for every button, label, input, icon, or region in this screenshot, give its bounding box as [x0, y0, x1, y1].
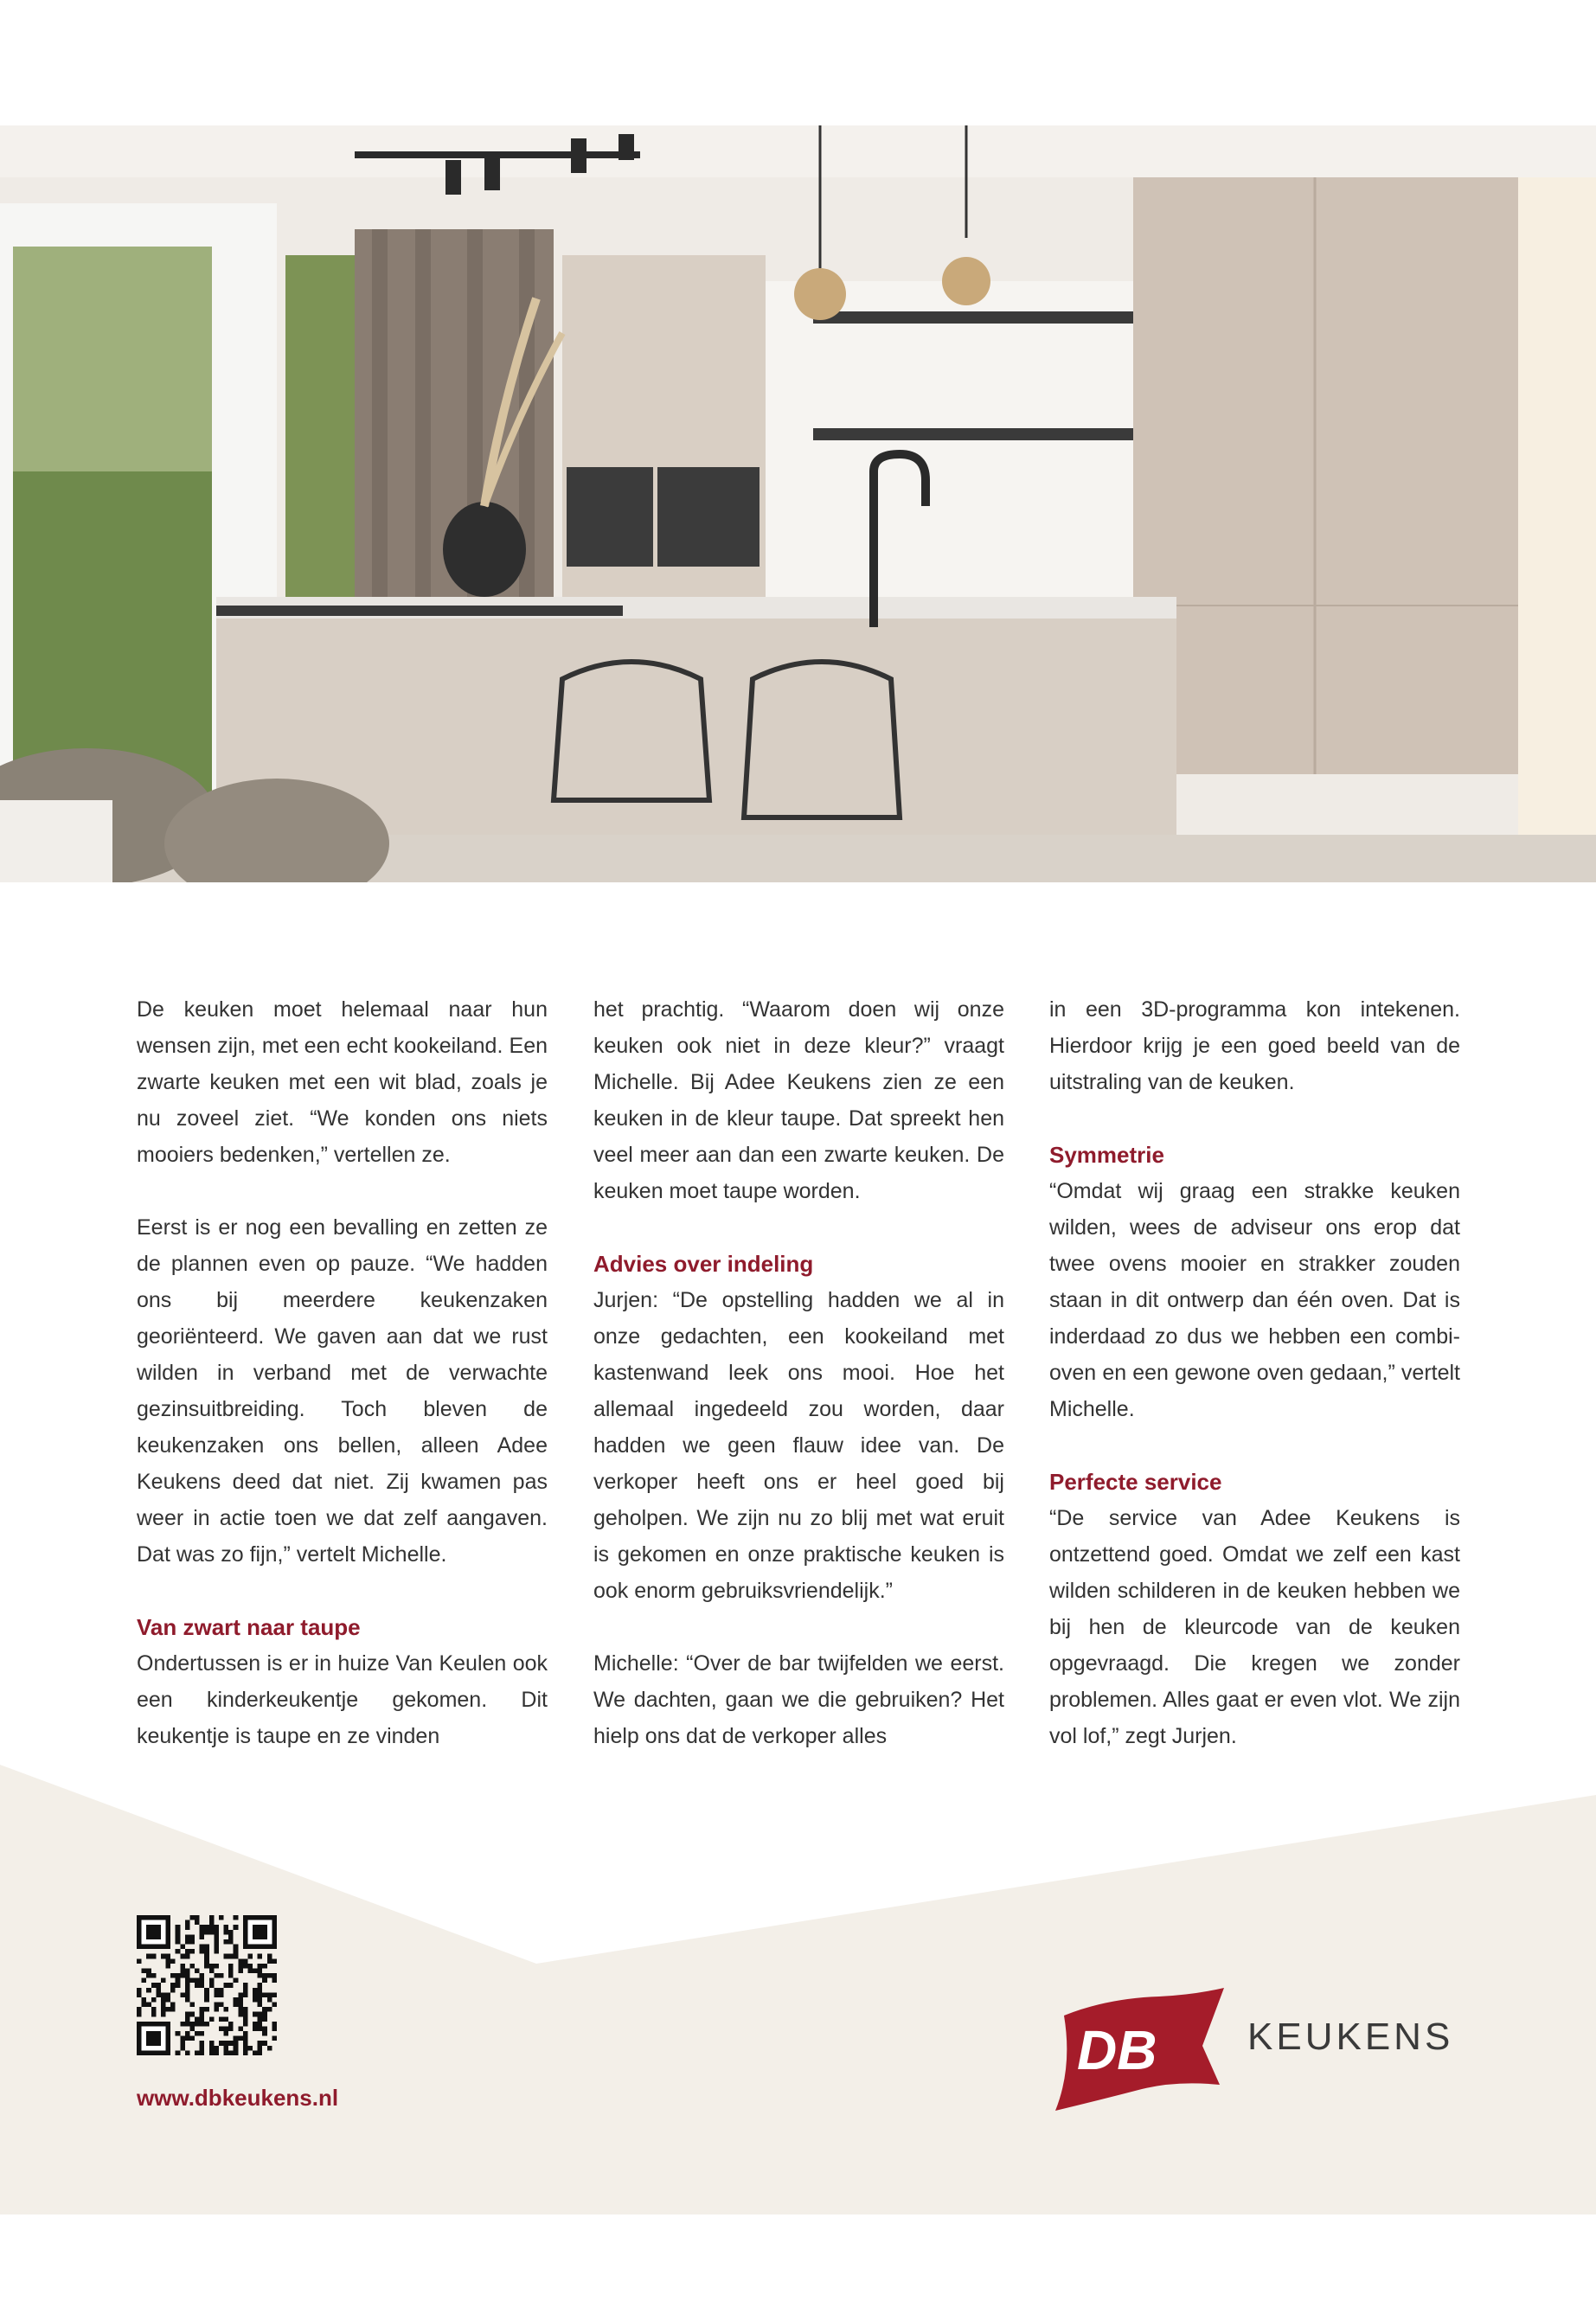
qr-code-icon — [137, 1915, 277, 2055]
paragraph-gap — [593, 1609, 1004, 1645]
paragraph: De keuken moet helemaal naar hun wensen zijn, met een echt kookeiland. Een zwarte keuken met een wit blad, zoals je nu zoveel ziet. “We konden ons niets mooiers bedenken,” vertellen ze. — [137, 997, 548, 1167]
paragraph: Ondertussen is er in huize Van Keulen ook een kinderkeukentje gekomen. Dit keukentje is taupe en ze vinden — [137, 1651, 548, 1748]
paragraph-gap — [137, 1573, 548, 1609]
hero-kitchen-photo — [0, 125, 1596, 882]
paragraph: in een 3D-programma kon intekenen. Hierdoor krijg je een goed beeld van de uitstraling van de keuken. — [1049, 997, 1460, 1094]
paragraph-gap — [593, 1209, 1004, 1246]
db-keukens-logo — [1047, 1981, 1471, 2111]
logo-mark-text: DB — [1077, 2019, 1157, 2081]
paragraph-gap — [1049, 1427, 1460, 1464]
section-heading: Advies over indeling — [593, 1251, 814, 1277]
paragraph: Jurjen: “De opstelling hadden we al in onze gedachten, een kookeiland met kastenwand leek ons mooi. Hoe het allemaal ingedeeld zou worden, daar hadden we geen flauw idee van. De verkoper heeft ons er heel goed bij geholpen. We zijn nu zo blij met wat eruit is gekomen en onze praktische keuken is ook enorm gebruiksvriendelijk.” — [593, 1288, 1004, 1603]
paragraph: Eerst is er nog een bevalling en zetten ze de plannen even op pauze. “We hadden ons bij meerdere keukenzaken georiënteerd. We gaven aan dat we rust wilden in verband met de verwachte gezinsuitbreiding. Toch bleven de keukenzaken ons bellen, alleen Adee Keukens deed dat niet. Zij kwamen pas weer in actie toen we dat zelf aangaven. Dat was zo fijn,” vertelt Michelle. — [137, 1215, 548, 1567]
article-column-3 — [1049, 991, 1460, 1754]
logo-wordmark: KEUKENS — [1247, 2016, 1454, 2058]
article-column-2 — [593, 991, 1004, 1754]
flag-logo-icon — [1047, 1981, 1237, 2111]
paragraph: het prachtig. “Waarom doen wij onze keuken ook niet in deze kleur?” vraagt Michelle. Bij Adee Keukens zien ze een keuken in de kleur taupe. Dat spreekt hen veel meer aan dan een zwarte keuken. De keuken moet taupe worden. — [593, 997, 1004, 1203]
paragraph-gap — [1049, 1100, 1460, 1137]
article-column-1 — [137, 991, 548, 1754]
paragraph: “De service van Adee Keukens is ontzettend goed. Omdat we zelf een kast wilden schilderen in de keuken hebben we bij hen de kleurcode van de keuken opgevraagd. Die kregen we zonder problemen. Alles gaat er even vlot. We zijn vol lof,” zegt Jurjen. — [1049, 1506, 1460, 1748]
paragraph: “Omdat wij graag een strakke keuken wilden, wees de adviseur ons erop dat twee ovens mooier en strakker zouden staan in dit ontwerp dan één oven. Dat is inderdaad zo dus we hebben een combi-oven en een gewone oven gedaan,” vertelt Michelle. — [1049, 1179, 1460, 1421]
paragraph-gap — [137, 1173, 548, 1209]
website-link[interactable]: www.dbkeukens.nl — [137, 2085, 339, 2111]
section-heading: Perfecte service — [1049, 1469, 1222, 1495]
paragraph: Michelle: “Over de bar twijfelden we eerst. We dachten, gaan we die gebruiken? Het hielp ons dat de verkoper alles — [593, 1651, 1004, 1748]
kitchen-photo-icon — [0, 125, 1596, 882]
section-heading: Symmetrie — [1049, 1142, 1164, 1168]
section-heading: Van zwart naar taupe — [137, 1614, 361, 1640]
